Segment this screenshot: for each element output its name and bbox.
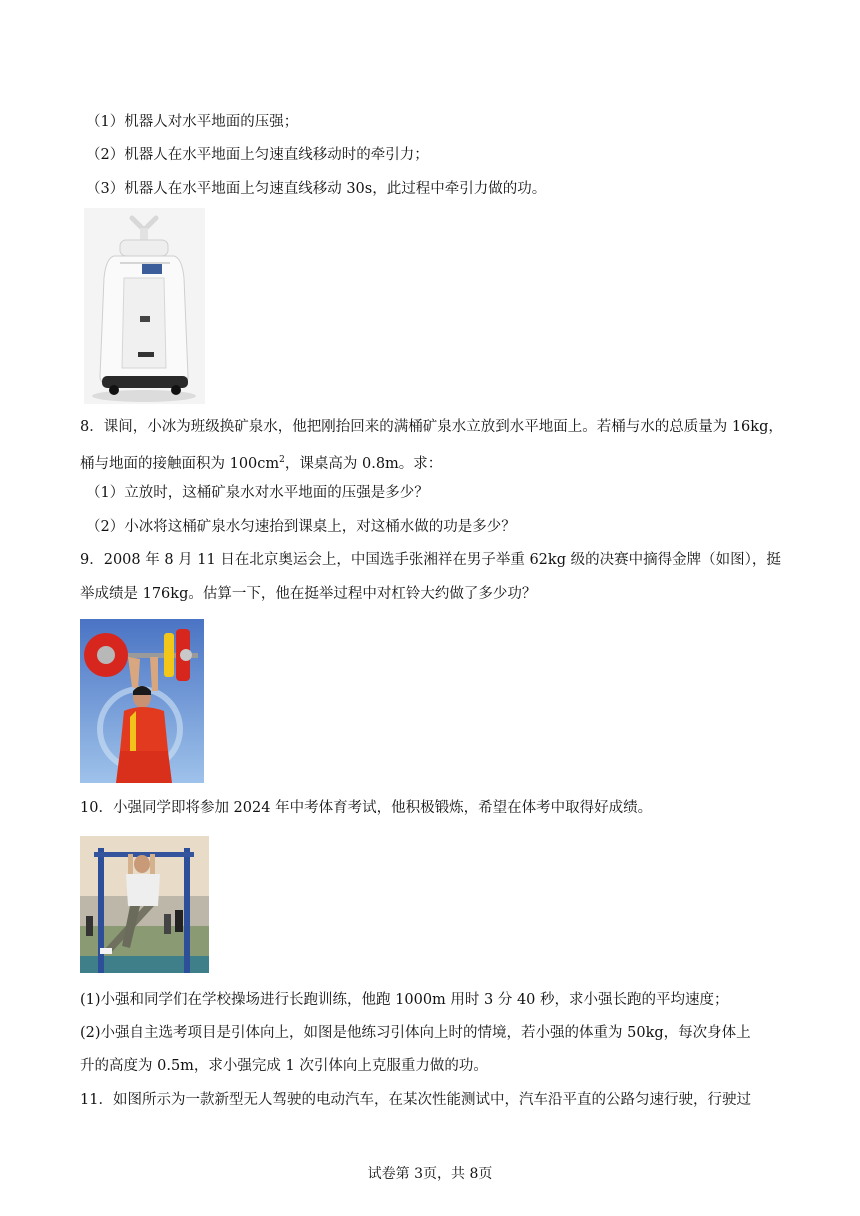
q10-part-2-line-1: (2)小强自主选考项目是引体向上，如图是他练习引体向上时的情境，若小强的体重为 50kg，每次身体上 [80,1025,751,1041]
q9-line-1: 9．2008 年 8 月 11 日在北京奥运会上，中国选手张湘祥在男子举重 62kg 级的决赛中摘得金牌（如图），挺 [80,552,781,568]
q8-line-1: 8．课间，小冰为班级换矿泉水，他把刚抬回来的满桶矿泉水立放到水平地面上。若桶与水的总质量为 16kg， [80,419,783,435]
q7-part-1: （1）机器人对水平地面的压强； [86,114,299,130]
q7-part-2: （2）机器人在水平地面上匀速直线移动时的牵引力； [86,147,429,163]
q9-line-2: 举成绩是 176kg。估算一下，他在挺举过程中对杠铃大约做了多少功？ [80,586,537,602]
q8-line-2-tail: ，课桌高为 0.8m。求： [284,455,443,472]
robot-photo [84,208,205,404]
q8-line-2 [80,449,785,475]
q10-part-1: (1)小强和同学们在学校操场进行长跑训练，他跑 1000m 用时 3 分 40 秒，求小强长跑的平均速度； [80,992,729,1008]
q8-line-2-text: 桶与地面的接触面积为 100cm [80,455,280,472]
q8-superscript: 2 [279,455,285,465]
q8-part-1: （1）立放时，这桶矿泉水对水平地面的压强是多少？ [86,485,429,501]
q10-part-2-line-2: 升的高度为 0.5m，求小强完成 1 次引体向上克服重力做的功。 [80,1058,488,1074]
q8-part-2: （2）小冰将这桶矿泉水匀速抬到课桌上，对这桶水做的功是多少？ [86,519,516,535]
q11-line-1: 11．如图所示为一款新型无人驾驶的电动汽车，在某次性能测试中，汽车沿平直的公路匀速行驶，行驶过 [80,1092,751,1108]
q10-line-1: 10．小强同学即将参加 2024 年中考体育考试，他积极锻炼，希望在体考中取得好成绩。 [80,800,653,816]
q7-part-3: （3）机器人在水平地面上匀速直线移动 30s，此过程中牵引力做的功。 [86,181,547,197]
page-footer: 试卷第 3页，共 8页 [367,1166,493,1182]
weightlifter-photo [80,619,204,783]
pull-up-photo [80,836,209,973]
